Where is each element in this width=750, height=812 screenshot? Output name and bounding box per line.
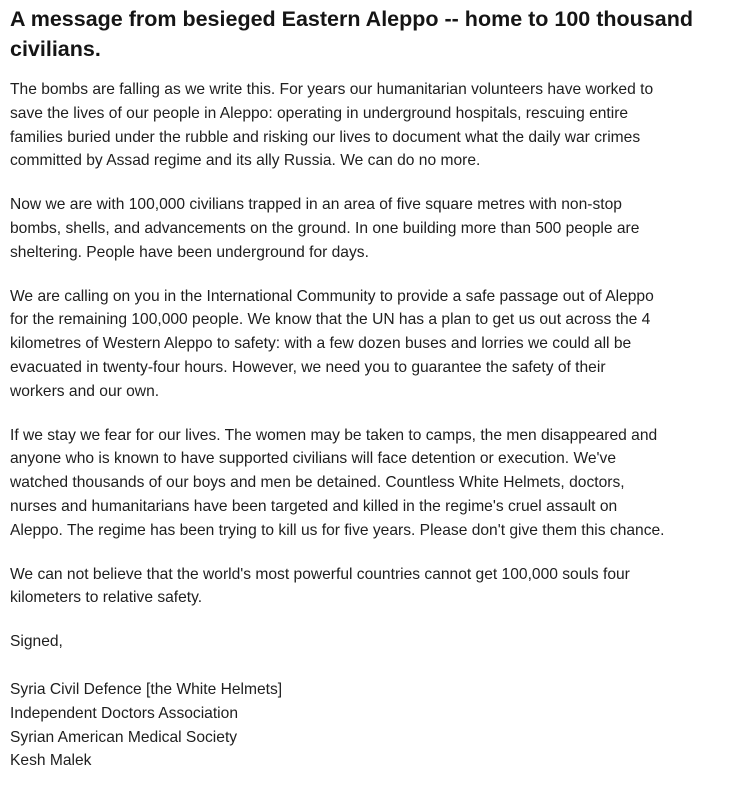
letter-title (10, 4, 746, 64)
text-line: kilometres of Western Aleppo to safety: with a few dozen buses and lorries we could all be (10, 335, 632, 353)
text-line: kilometers to relative safety. (10, 589, 203, 607)
text-line: for the remaining 100,000 people. We know that the UN has a plan to get us out across the 4 (10, 311, 651, 329)
text-line: committed by Assad regime and its ally Russia. We can do no more. (10, 152, 481, 170)
text-line: evacuated in twenty-four hours. However, we need you to guarantee the safety of their (10, 358, 606, 376)
paragraph-cannot-believe (10, 563, 746, 611)
signatory-item: Syrian American Medical Society (10, 728, 238, 746)
text-line: families buried under the rubble and risking our lives to document what the daily war crimes (10, 128, 641, 146)
paragraph-civilians-trapped (10, 193, 746, 264)
text-line: anyone who is known to have supported civilians will face detention or execution. We've (10, 450, 616, 468)
text-line: nurses and humanitarians have been targeted and killed in the regime's cruel assault on (10, 497, 618, 515)
text-line: sheltering. People have been underground for days. (10, 243, 369, 261)
text-line: watched thousands of our boys and men be detained. Countless White Helmets, doctors, (10, 474, 625, 492)
signatory-item: Syria Civil Defence [the White Helmets] (10, 680, 283, 698)
text-line: We are calling on you in the International Community to provide a safe passage out of Aleppo (10, 287, 654, 305)
text-line: Aleppo. The regime has been trying to kill us for five years. Please don't give them this chance. (10, 521, 665, 539)
signatory-item: Kesh Malek (10, 752, 92, 770)
letter-document (10, 4, 746, 773)
title-line: civilians. (10, 37, 101, 61)
text-line: workers and our own. (10, 382, 160, 400)
signed-label: Signed, (10, 633, 63, 651)
text-line: Now we are with 100,000 civilians trapped in an area of five square metres with non-stop (10, 196, 622, 214)
paragraph-bombs-falling (10, 78, 746, 173)
paragraph-safe-passage (10, 285, 746, 404)
text-line: save the lives of our people in Aleppo: operating in underground hospitals, rescuing entire (10, 104, 629, 122)
title-line: A message from besieged Eastern Aleppo -- home to 100 thousand (10, 7, 693, 31)
signatory-item: Independent Doctors Association (10, 704, 238, 722)
text-line: bombs, shells, and advancements on the ground. In one building more than 500 people are (10, 219, 640, 237)
signatory-list (10, 678, 746, 773)
paragraph-fear-for-lives (10, 424, 746, 543)
text-line: If we stay we fear for our lives. The women may be taken to camps, the men disappeared and (10, 426, 658, 444)
text-line: The bombs are falling as we write this. For years our humanitarian volunteers have worked to (10, 81, 654, 98)
text-line: We can not believe that the world's most powerful countries cannot get 100,000 souls four (10, 565, 630, 583)
